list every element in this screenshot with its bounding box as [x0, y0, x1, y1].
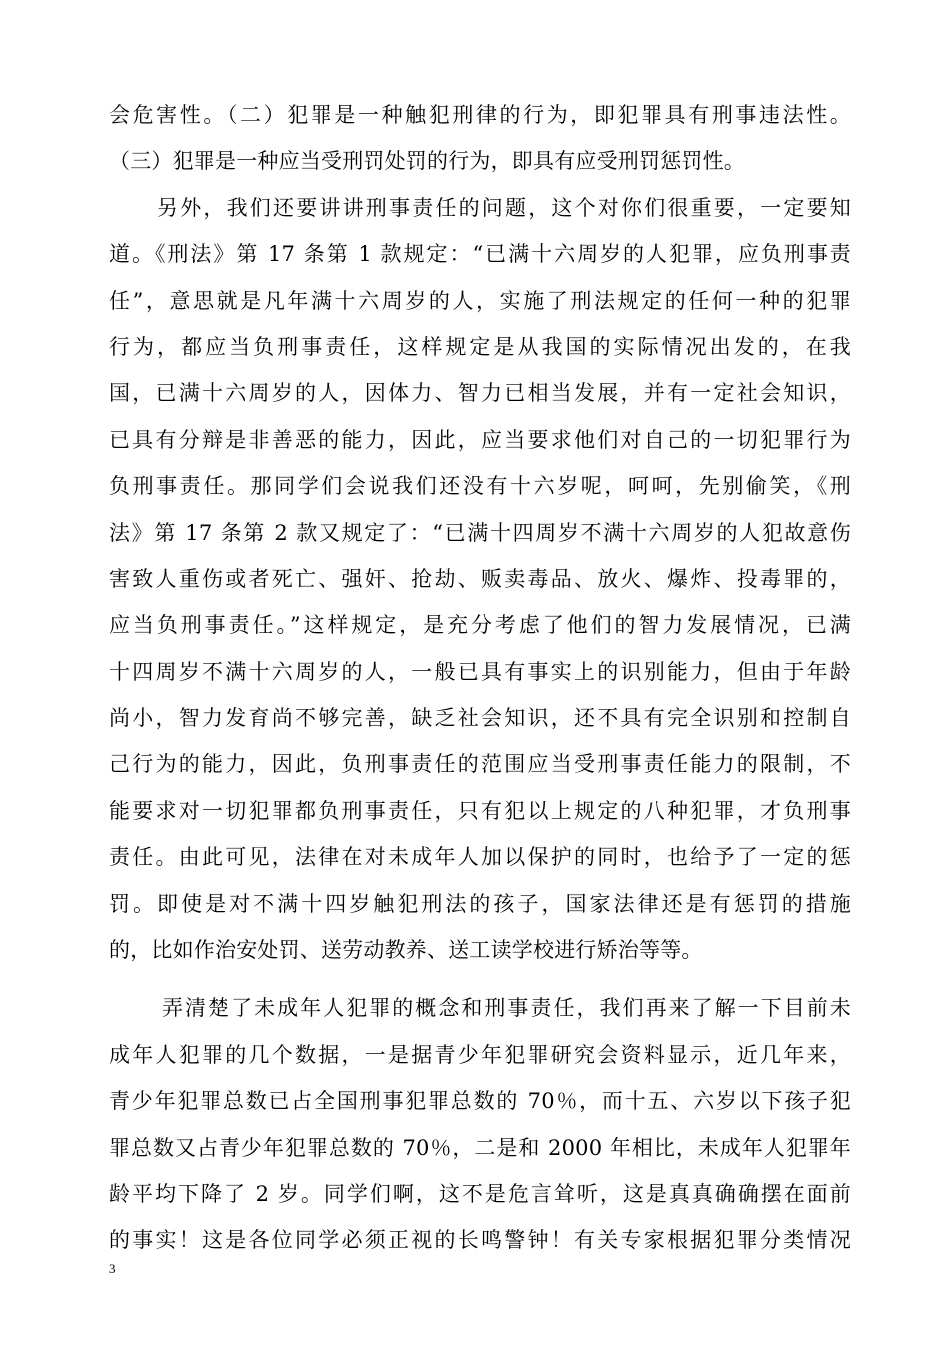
text-line: 任”，意思就是凡年满十六周岁的人，实施了刑法规定的任何一种的犯罪 — [109, 288, 851, 313]
text-line: 责任。由此可见，法律在对未成年人加以保护的同时，也给予了一定的惩 — [109, 845, 851, 870]
text-line: 罪总数又占青少年犯罪总数的 70％，二是和 2000 年相比，未成年人犯罪年 — [109, 1135, 851, 1160]
text-line: 的事实！这是各位同学必须正视的长鸣警钟！有关专家根据犯罪分类情况 — [109, 1228, 851, 1253]
paragraph-start-line: 弄清楚了未成年人犯罪的概念和刑事责任，我们再来了解一下目前未 — [162, 996, 851, 1021]
text-line: 的，比如作治安处罚、送劳动教养、送工读学校进行矫治等等。 — [109, 938, 703, 963]
body-text — [109, 92, 851, 1264]
text-line: 害致人重伤或者死亡、强奸、抢劫、贩卖毒品、放火、爆炸、投毒罪的， — [109, 566, 851, 591]
paragraph-start-line: 另外，我们还要讲讲刑事责任的问题，这个对你们很重要，一定要知 — [157, 195, 851, 220]
text-line: 国，已满十六周岁的人，因体力、智力已相当发展，并有一定社会知识， — [109, 381, 851, 406]
text-line: 应当负刑事责任。”这样规定，是充分考虑了他们的智力发展情况，已满 — [109, 613, 851, 638]
text-line: 道。《刑法》第 17 条第 1 款规定：“已满十六周岁的人犯罪，应负刑事责 — [109, 242, 851, 267]
text-line: 尚小，智力发育尚不够完善，缺乏社会知识，还不具有完全识别和控制自 — [109, 706, 851, 731]
text-line: 龄平均下降了 2 岁。同学们啊，这不是危言耸听，这是真真确确摆在面前 — [109, 1181, 851, 1206]
text-line: 负刑事责任。那同学们会说我们还没有十六岁呢，呵呵，先别偷笑，《刑 — [109, 474, 851, 499]
text-line: 已具有分辩是非善恶的能力，因此，应当要求他们对自己的一切犯罪行为 — [109, 427, 851, 452]
text-line: 会危害性。（二）犯罪是一种触犯刑律的行为，即犯罪具有刑事违法性。 — [109, 103, 851, 127]
text-line: 法》第 17 条第 2 款又规定了：“已满十四周岁不满十六周岁的人犯故意伤 — [109, 520, 851, 545]
text-line: （三）犯罪是一种应当受刑罚处罚的行为，即具有应受刑罚惩罚性。 — [109, 149, 745, 174]
paragraph-gap — [109, 973, 851, 985]
text-line: 行为，都应当负刑事责任，这样规定是从我国的实际情况出发的，在我 — [109, 334, 851, 359]
text-line: 十四周岁不满十六周岁的人，一般已具有事实上的识别能力，但由于年龄 — [109, 659, 851, 684]
text-line: 罚。即使是对不满十四岁触犯刑法的孩子，国家法律还是有惩罚的措施 — [109, 891, 851, 916]
text-line: 能要求对一切犯罪都负刑事责任，只有犯以上规定的八种犯罪，才负刑事 — [109, 798, 851, 823]
text-line: 己行为的能力，因此，负刑事责任的范围应当受刑事责任能力的限制，不 — [109, 752, 851, 777]
text-line: 成年人犯罪的几个数据，一是据青少年犯罪研究会资料显示，近几年来， — [109, 1042, 851, 1067]
page-number: 3 — [109, 1261, 116, 1276]
text-line: 青少年犯罪总数已占全国刑事犯罪总数的 70％，而十五、六岁以下孩子犯 — [109, 1089, 851, 1114]
